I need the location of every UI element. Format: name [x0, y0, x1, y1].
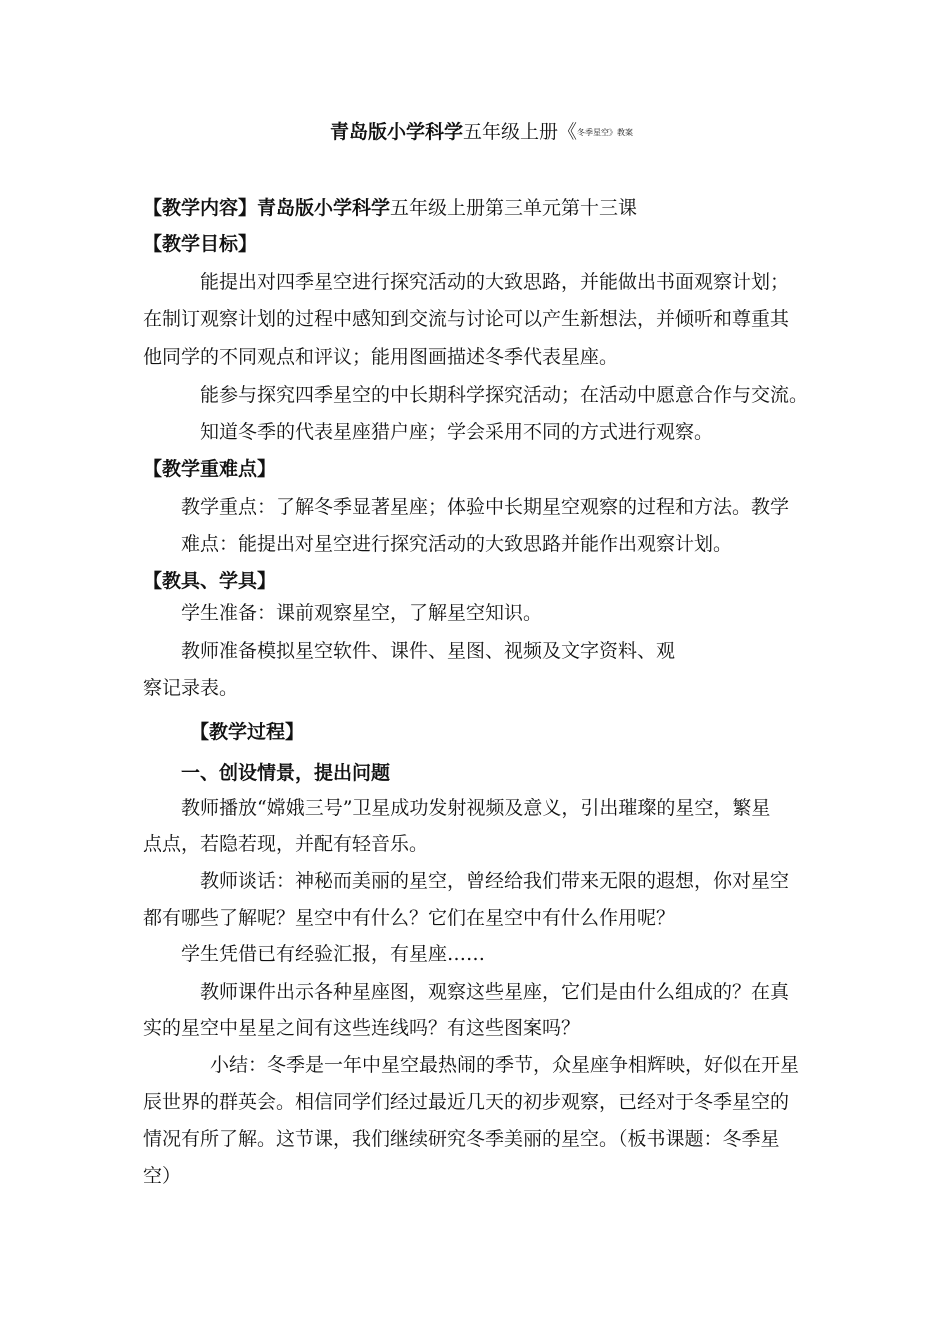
tools-line: 察记录表。 [143, 677, 239, 699]
body-line: 小结：冬季是一年中星空最热闹的季节，众星座争相辉映，好似在开星 [210, 1054, 800, 1076]
goals-line: 能提出对四季星空进行探究活动的大致思路，并能做出书面观察计划； [200, 271, 790, 293]
content-line [143, 194, 637, 222]
title-small: 冬季星空》教案 [577, 128, 634, 137]
body-line: 教师课件出示各种星座图，观察这些星座，它们是由什么组成的？在真 [200, 981, 790, 1003]
section-heading: 一、创设情景，提出问题 [181, 762, 391, 784]
tools-line: 学生准备：课前观察星空，了解星空知识。 [181, 602, 543, 624]
goals-line: 在制订观察计划的过程中感知到交流与讨论可以产生新想法，并倾听和尊重其 [143, 308, 790, 330]
body-line: 学生凭借已有经验汇报，有星座…… [181, 943, 486, 965]
goals-line: 能参与探究四季星空的中长期科学探究活动；在活动中愿意合作与交流。 [200, 384, 809, 406]
title-bold: 青岛版小学科学 [330, 121, 464, 143]
content-rest: 五年级上册第三单元第十三课 [390, 197, 638, 219]
goals-line: 知道冬季的代表星座猎户座；学会采用不同的方式进行观察。 [200, 421, 714, 443]
body-line: 实的星空中星星之间有这些连线吗？有这些图案吗？ [143, 1017, 581, 1039]
tools-heading: 【教具、学具】 [143, 570, 277, 592]
body-line: 点点，若隐若现，并配有轻音乐。 [143, 833, 429, 855]
body-line: 教师播放“嫦娥三号”卫星成功发射视频及意义，引出璀璨的星空，繁星 [181, 797, 771, 819]
content-bold: 青岛版小学科学 [257, 197, 391, 219]
title-rest: 五年级上册《 [463, 121, 578, 143]
goals-heading: 【教学目标】 [143, 233, 258, 255]
body-line: 空） [143, 1165, 182, 1187]
body-line: 都有哪些了解呢？星空中有什么？它们在星空中有什么作用呢？ [143, 907, 676, 929]
body-line: 教师谈话：神秘而美丽的星空，曾经给我们带来无限的遐想，你对星空 [200, 870, 790, 892]
key-heading: 【教学重难点】 [143, 458, 277, 480]
goals-line: 他同学的不同观点和评议；能用图画描述冬季代表星座。 [143, 346, 619, 368]
content-label: 【教学内容】 [143, 197, 258, 219]
document-title [330, 118, 633, 147]
process-heading: 【教学过程】 [190, 721, 305, 743]
key-line: 难点：能提出对星空进行探究活动的大致思路并能作出观察计划。 [181, 533, 733, 555]
body-line: 情况有所了解。这节课，我们继续研究冬季美丽的星空。（板书课题：冬季星 [143, 1128, 780, 1150]
key-line: 教学重点：了解冬季显著星座；体验中长期星空观察的过程和方法。教学 [181, 496, 790, 518]
tools-line: 教师准备模拟星空软件、课件、星图、视频及文字资料、观 [181, 640, 676, 662]
body-line: 辰世界的群英会。相信同学们经过最近几天的初步观察，已经对于冬季星空的 [143, 1091, 790, 1113]
